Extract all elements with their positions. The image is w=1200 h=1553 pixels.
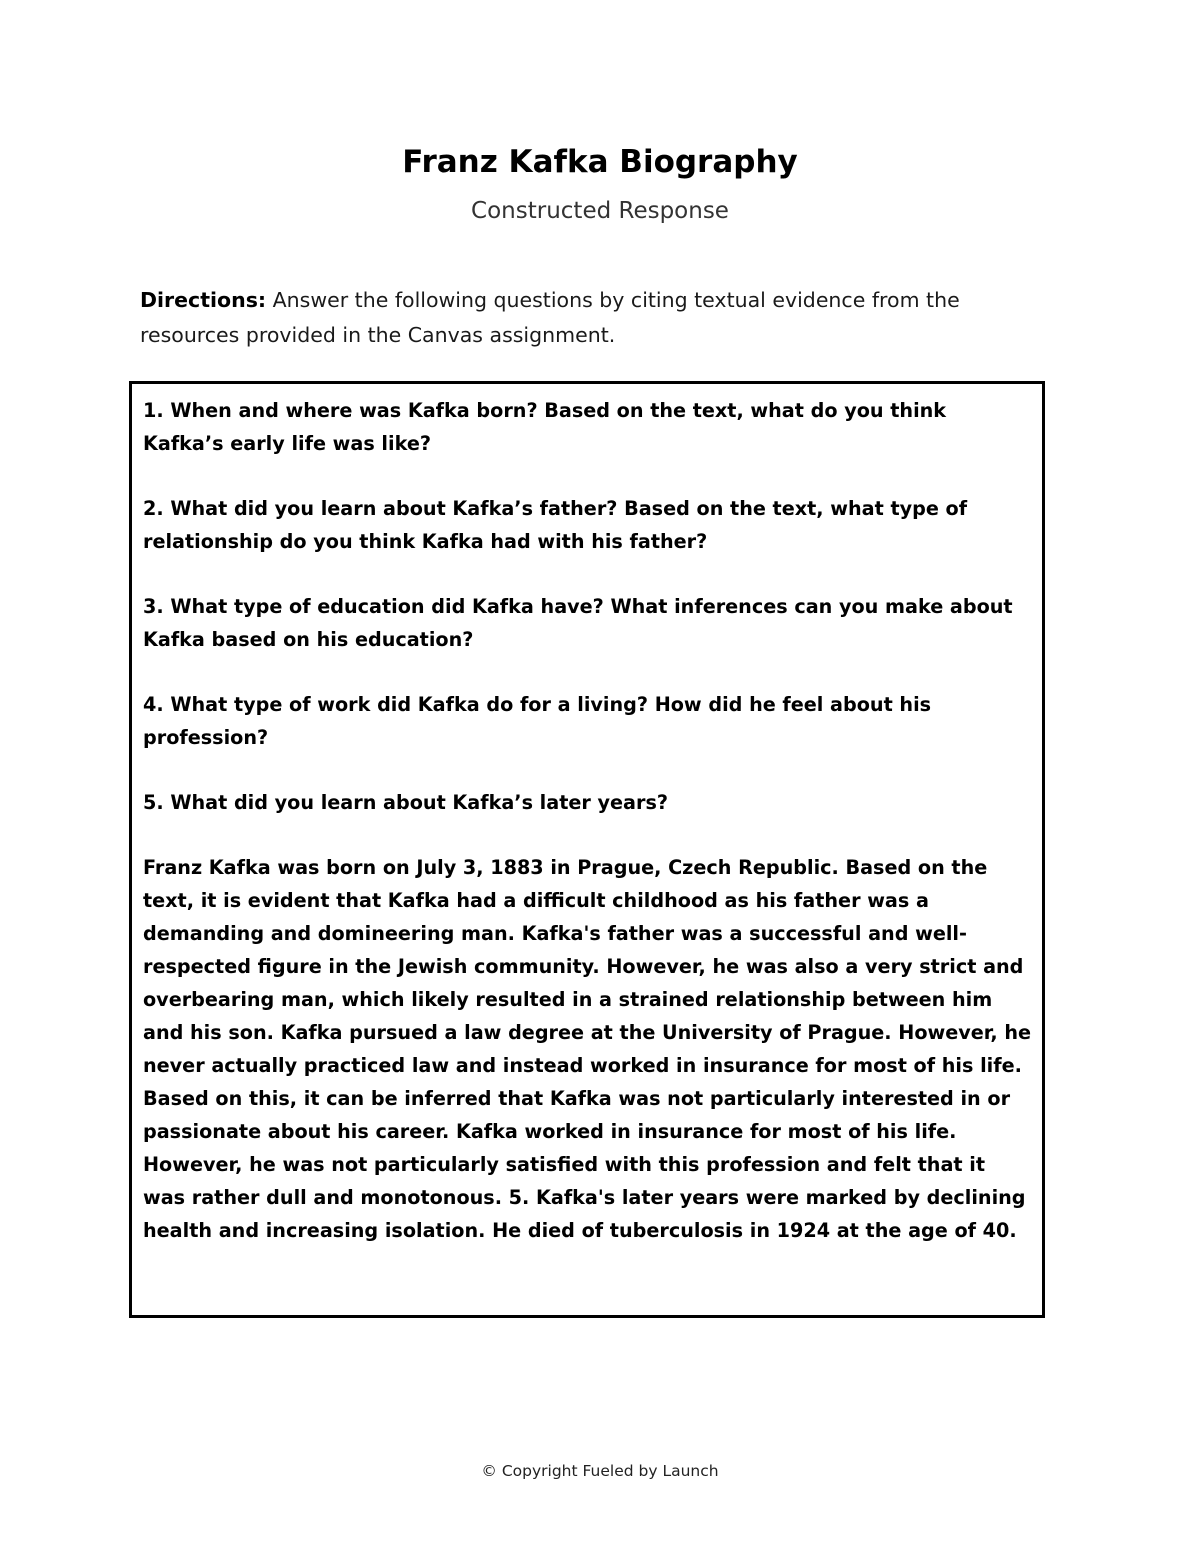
question-3: 3. What type of education did Kafka have? What inferences can you make about Kafka based on his education? — [143, 595, 1013, 651]
directions-paragraph — [140, 283, 1050, 353]
question-4: 4. What type of work did Kafka do for a living? How did he feel about his profession? — [143, 693, 932, 749]
question-5: 5. What did you learn about Kafka’s later years? — [143, 791, 669, 814]
response-answer: Franz Kafka was born on July 3, 1883 in Prague, Czech Republic. Based on the text, it is evident that Kafka had a difficult childhood as his father was a demanding and domineering man. Kafka's father was a successful and well-respected figure in the Jewish community. However, he was also a very strict and overbearing man, which likely resulted in a strained relationship between him and his son. Kafka pursued a law degree at the University of Prague. However, he never actually practiced law and instead worked in insurance for most of his life. Based on this, it can be inferred that Kafka was not particularly interested in or passionate about his career. Kafka worked in insurance for most of his life. However, he was not particularly satisfied with this profession and felt that it was rather dull and monotonous. 5. Kafka's later years were marked by declining health and increasing isolation. He died of tuberculosis in 1924 at the age of 40. — [143, 856, 1032, 1242]
question-1: 1. When and where was Kafka born? Based on the text, what do you think Kafka’s early life was like? — [143, 399, 947, 455]
page-title: Franz Kafka Biography — [402, 144, 798, 180]
directions-label: Directions: — [140, 288, 267, 312]
copyright-footer: © Copyright Fueled by Launch — [481, 1462, 719, 1480]
page-subtitle: Constructed Response — [471, 198, 729, 224]
question-2: 2. What did you learn about Kafka’s father? Based on the text, what type of relationship do you think Kafka had with his father? — [143, 497, 968, 553]
response-box — [129, 381, 1045, 1318]
directions-text: Answer the following questions by citing textual evidence from the resources provided in the Canvas assignment. — [140, 288, 960, 347]
